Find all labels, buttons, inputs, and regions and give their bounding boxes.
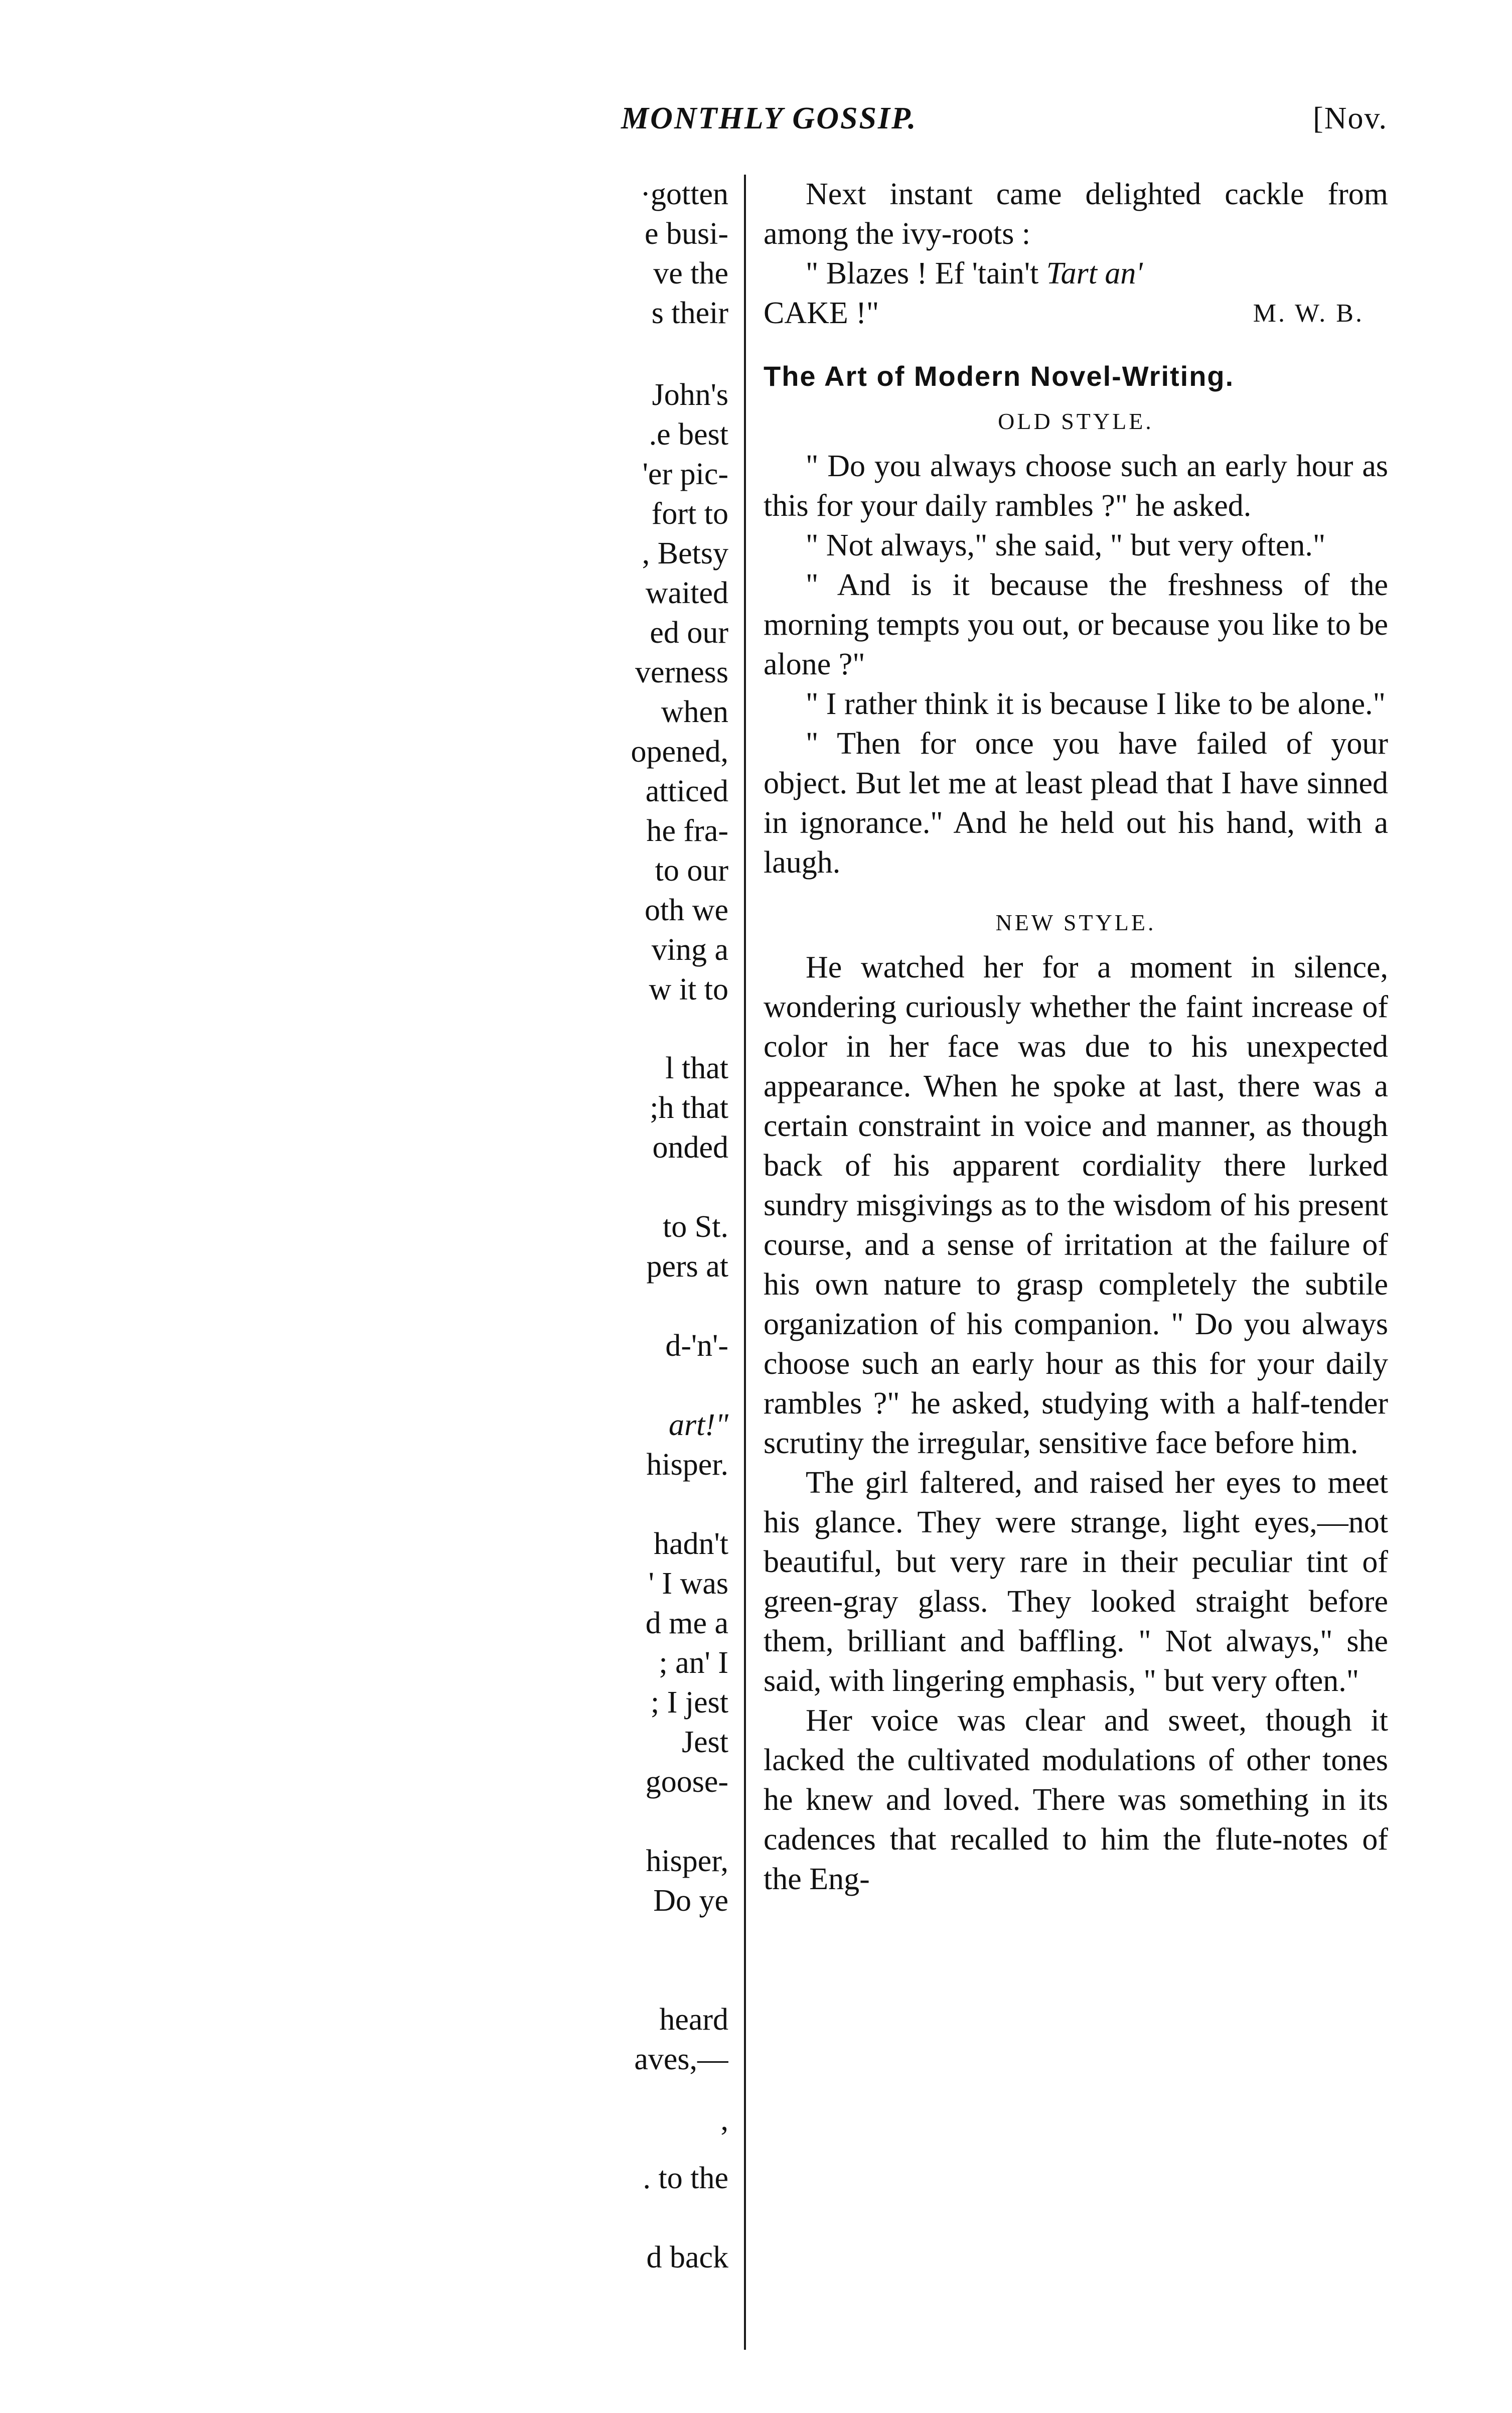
new-style-paragraph: Her voice was clear and sweet, though it lacked the cultivated modulations of other tones he knew and loved. There was something in its cadences that recalled to him the flute-notes of the Eng- <box>764 1704 1388 1896</box>
quote-start: " Blazes ! Ef 'tain't <box>806 256 1046 291</box>
old-style-paragraph: " Not always," she said, " but very often." <box>806 528 1326 562</box>
left-fragment: d back <box>646 2240 728 2275</box>
author-signature: M. W. B. <box>1253 299 1364 328</box>
left-fragment: , <box>720 2103 728 2137</box>
quote-italic: Tart an' <box>1046 256 1143 291</box>
left-fragment: e busi- <box>644 217 728 251</box>
left-fragment: to St. <box>663 1210 728 1244</box>
left-fragment: he fra- <box>646 814 728 848</box>
left-fragment: , Betsy <box>642 536 728 571</box>
left-fragment: hisper, <box>646 1844 728 1878</box>
left-fragment: art!" <box>668 1408 728 1442</box>
left-fragment: when <box>661 695 728 729</box>
right-column <box>764 175 1388 2352</box>
left-fragment: ed our <box>650 616 728 650</box>
new-style-paragraph: The girl faltered, and raised her eyes to meet his glance. They were strange, light eyes,—not beautiful, but very rare in their peculiar tint of green-gray glass. They looked straight before them, brilliant and baffling. " Not always," she said, with lingering emphasis, " but very often." <box>764 1466 1388 1698</box>
left-fragment: goose- <box>645 1765 728 1799</box>
old-style-paragraph: " And is it because the freshness of the morning tempts you out, or because you like to be alone ?" <box>764 568 1388 681</box>
left-fragment: ving a <box>651 933 728 967</box>
left-fragment: w it to <box>649 972 728 1007</box>
left-fragment: John's <box>652 378 728 412</box>
running-head-title: MONTHLY GOSSIP. <box>621 101 918 135</box>
old-style-paragraph: " Then for once you have failed of your object. But let me at least plead that I have sinned in ignorance." And he held out his hand, with a laugh. <box>764 727 1388 880</box>
signature-line <box>764 294 1388 333</box>
left-fragment: .e best <box>649 417 728 452</box>
left-fragment: s their <box>651 296 728 330</box>
left-fragment: ve the <box>653 256 728 291</box>
left-fragment: verness <box>635 655 728 689</box>
left-fragment: ; I jest <box>651 1685 728 1720</box>
left-fragment: hisper. <box>646 1448 728 1482</box>
left-fragment: onded <box>652 1130 728 1165</box>
left-fragment: l that <box>665 1051 728 1085</box>
left-fragment: oth we <box>644 893 728 927</box>
opening-paragraph: Next instant came delighted cackle from among the ivy-roots : <box>764 177 1388 251</box>
left-fragment: aves,— <box>634 2042 728 2076</box>
left-fragment: to our <box>655 854 728 888</box>
left-fragment: waited <box>645 576 728 610</box>
left-fragment: ·gotten <box>640 177 728 211</box>
running-head <box>621 98 1388 138</box>
new-style-heading: NEW STYLE. <box>995 910 1156 935</box>
article-title: The Art of Modern Novel-Writing. <box>764 360 1235 392</box>
left-column-fragments <box>562 175 728 2332</box>
left-fragment: 'er pic- <box>642 457 728 491</box>
new-style-paragraph: He watched her for a moment in silence, wondering curiously whether the faint increase of color in her face was due to his unexpected appearance. When he spoke at last, there was a certain constraint in voice and manner, as though back of his apparent cordiality there lurked sundry misgivings as to the wisdom of his present course, and a sense of irritation at the failure of his own nature to grasp completely the subtile organization of his companion. " Do you always choose such an early hour as this for your daily rambles ?" he asked, studying with a half-tender scrutiny the irregular, sensitive face before him. <box>764 950 1388 1460</box>
left-fragment: . to the <box>643 2161 728 2195</box>
left-fragment: ' I was <box>648 1567 728 1601</box>
left-fragment: fort to <box>651 497 728 531</box>
running-head-month: [Nov. <box>1313 101 1388 135</box>
opening-quote <box>764 254 1388 294</box>
old-style-paragraph: " Do you always choose such an early hour as this for your daily rambles ?" he asked. <box>764 449 1388 523</box>
column-rule <box>744 175 746 2350</box>
left-fragment: Jest <box>682 1725 728 1759</box>
left-fragment: ; an' I <box>659 1646 728 1680</box>
left-fragment: atticed <box>645 774 728 808</box>
old-style-paragraph: " I rather think it is because I like to be alone." <box>806 687 1386 721</box>
left-fragment: d me a <box>645 1606 728 1640</box>
quote-end: CAKE !" <box>764 296 879 330</box>
left-fragment: heard <box>659 2003 728 2037</box>
old-style-heading: OLD STYLE. <box>998 408 1154 434</box>
left-fragment: hadn't <box>654 1527 728 1561</box>
left-fragment: Do ye <box>653 1884 728 1918</box>
left-fragment: d-'n'- <box>665 1329 728 1363</box>
left-fragment: opened, <box>631 735 728 769</box>
left-fragment: ;h that <box>650 1091 728 1125</box>
left-fragment: pers at <box>646 1249 728 1284</box>
